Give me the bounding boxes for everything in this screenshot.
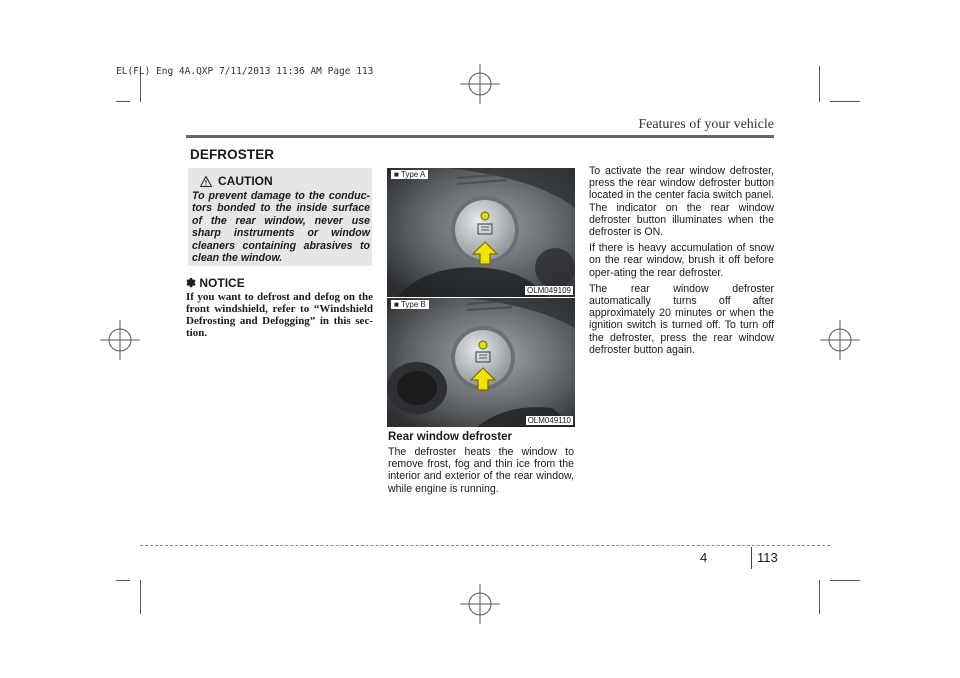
figure-type-a bbox=[387, 168, 575, 297]
notice-text: If you want to defrost and defog on the front windshield, refer to “Windshield Defrosting and Defogging” in this sec-tion. bbox=[186, 291, 373, 339]
notice-heading: ✽ NOTICE bbox=[186, 276, 245, 290]
defroster-instructions bbox=[589, 165, 774, 360]
figure-type-label: ■ Type A bbox=[391, 170, 428, 179]
footer-rule bbox=[140, 545, 830, 546]
caution-heading bbox=[200, 174, 273, 188]
caution-box bbox=[188, 168, 372, 266]
crop-mark bbox=[140, 580, 141, 614]
registration-mark bbox=[460, 584, 500, 624]
section-title: DEFROSTER bbox=[190, 147, 275, 162]
registration-mark bbox=[100, 320, 140, 360]
print-slug: EL(FL) Eng 4A.QXP 7/11/2013 11:36 AM Page 113 bbox=[116, 66, 374, 77]
page-header-title: Features of your vehicle bbox=[638, 117, 774, 132]
crop-mark bbox=[819, 580, 820, 614]
figure-code: OLM049110 bbox=[527, 416, 571, 425]
crop-mark bbox=[830, 580, 860, 581]
caution-text: To prevent damage to the conduc-tors bonded to the inside surface of the rear window, never use sharp instruments or window cleaners containing abrasives to clean the window. bbox=[192, 190, 370, 265]
warning-triangle-icon bbox=[200, 176, 212, 187]
defroster-button-photo bbox=[387, 298, 575, 427]
header-rule bbox=[186, 135, 774, 138]
caution-label: CAUTION bbox=[218, 174, 273, 188]
rear-defroster-text: The defroster heats the window to remove frost, fog and thin ice from the interior and exterior of the rear window, while engine is running. bbox=[388, 446, 574, 495]
instruction-paragraph: The rear window defroster automatically turns off after approximately 20 minutes or when the ignition switch is turned off. To turn off the defroster, press the rear window defroster button again. bbox=[589, 282, 774, 356]
crop-mark bbox=[116, 101, 130, 102]
defroster-button-photo bbox=[387, 168, 575, 297]
registration-mark bbox=[820, 320, 860, 360]
figure-type-label: ■ Type B bbox=[391, 300, 429, 309]
page-number: 113 bbox=[757, 550, 778, 565]
instruction-paragraph: If there is heavy accumulation of snow on the rear window, brush it off before oper-ating the rear defroster. bbox=[589, 242, 774, 279]
crop-mark bbox=[830, 101, 860, 102]
crop-mark bbox=[819, 66, 820, 102]
figure-type-b bbox=[387, 298, 575, 427]
instruction-paragraph: To activate the rear window defroster, press the rear window defroster button located in the center facia switch panel. The indicator on the rear window defroster button illuminates when the defroster is ON. bbox=[589, 165, 774, 239]
registration-mark bbox=[460, 64, 500, 104]
footer-divider bbox=[751, 547, 752, 569]
crop-mark bbox=[116, 580, 130, 581]
figure-code: OLM049109 bbox=[526, 286, 571, 295]
rear-defroster-heading: Rear window defroster bbox=[388, 431, 512, 443]
footer-chapter: 4 bbox=[700, 550, 708, 565]
